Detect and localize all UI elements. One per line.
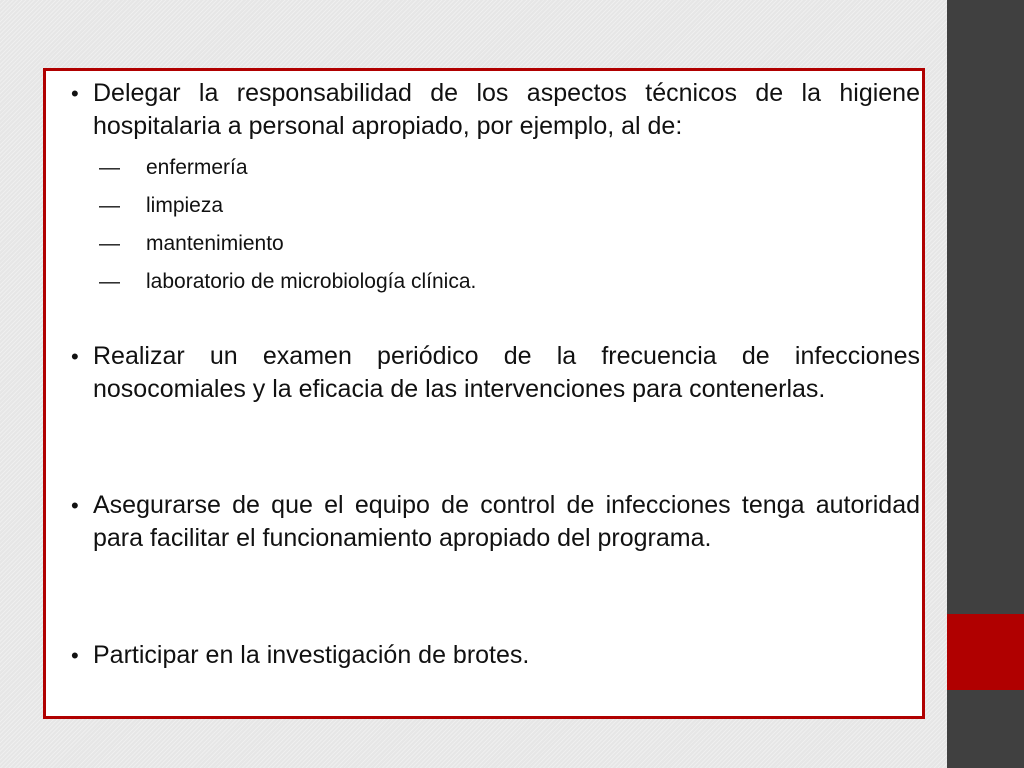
dash-marker: — [99,194,120,217]
content-box [43,68,925,719]
sub-item-microbiology-lab [93,267,920,305]
sub-list [93,153,920,305]
sub-item-text: mantenimiento [146,232,284,255]
bullet-marker: • [71,643,79,668]
bullet-marker: • [71,493,79,518]
bullet-item-delegate [71,77,920,305]
bullet-text: Participar en la investigación de brotes. [93,641,530,669]
dash-marker: — [99,156,120,179]
bullet-text: Delegar la responsabilidad de los aspectos técnicos de la higiene hospitalaria a personal apropiado, por ejemplo, al de: [93,79,920,140]
bullet-text: Realizar un examen periódico de la frecuencia de infecciones nosocomiales y la eficacia de las intervenciones para contenerlas. [93,342,920,403]
bullet-item-periodic-review [71,340,920,406]
sub-item-text: laboratorio de microbiología clínica. [146,270,477,293]
sub-item-maintenance [93,229,920,267]
sub-item-cleaning [93,191,920,229]
bullet-marker: • [71,344,79,369]
sub-item-nursing [93,153,920,191]
dash-marker: — [99,232,120,255]
bullet-text: Asegurarse de que el equipo de control de infecciones tenga autoridad para facilitar el funcionamiento apropiado del programa. [93,491,920,552]
sub-item-text: enfermería [146,156,248,179]
bullet-item-team-authority [71,489,920,555]
dash-marker: — [99,270,120,293]
sub-item-text: limpieza [146,194,224,217]
bullet-marker: • [71,81,79,106]
side-accent-block [947,614,1024,690]
bullet-item-outbreak-investigation [71,639,920,672]
